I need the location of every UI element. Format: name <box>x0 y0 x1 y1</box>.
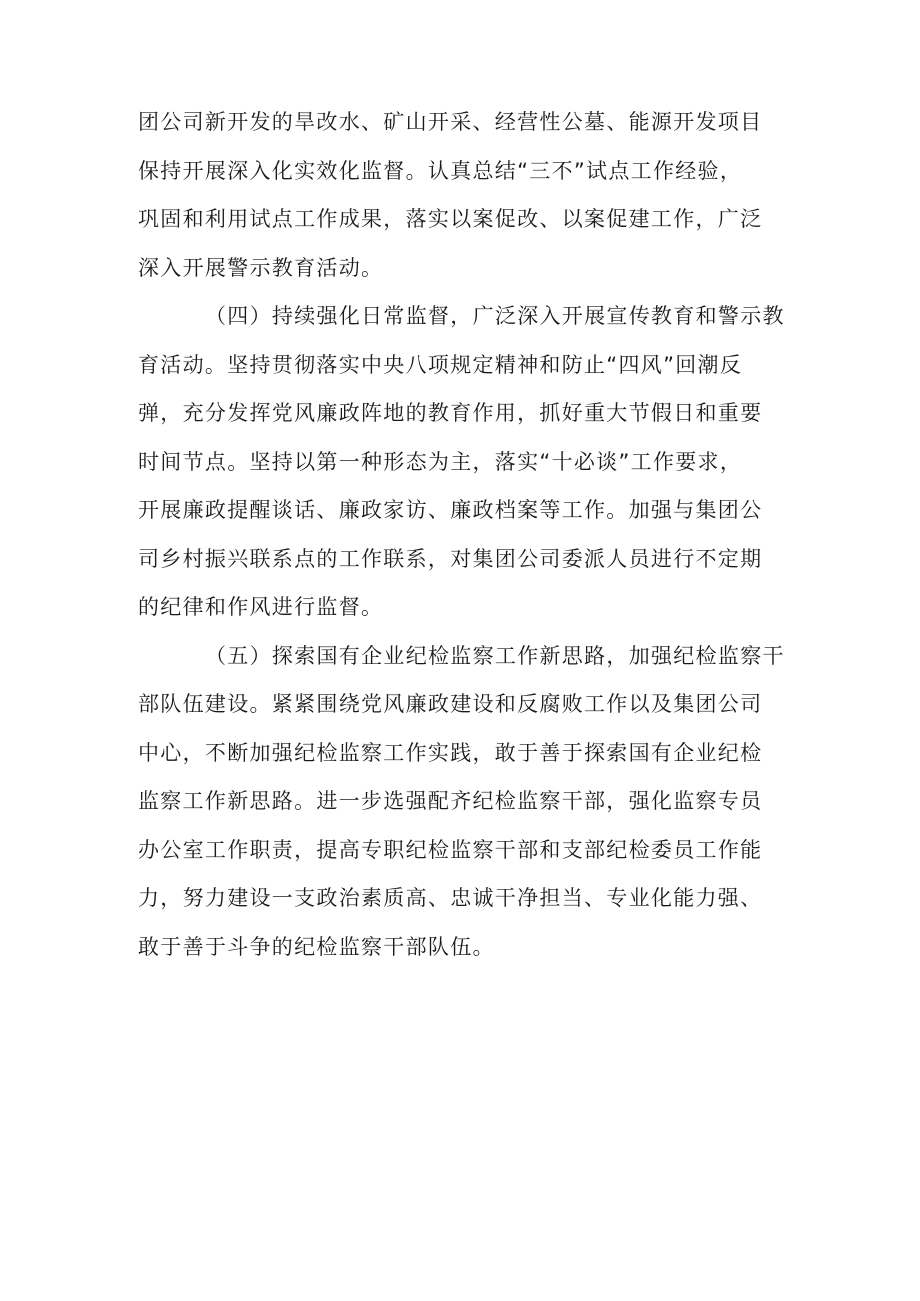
text-line: 监察工作新思路。进一步选强配齐纪检监察干部，强化监察专员 <box>138 789 763 813</box>
text-line: 深入开展警示教育活动。 <box>138 255 384 280</box>
text-line: 弹，充分发挥党风廉政阵地的教育作用，抓好重大节假日和重要 <box>138 401 763 425</box>
text-line: 司乡村振兴联系点的工作联系，对集团公司委派人员进行不定期 <box>138 546 763 571</box>
text-line-first: （五）探索国有企业纪检监察工作新思路，加强纪检监察干 <box>205 643 785 668</box>
text-line: 保持开展深入化实效化监督。认真总结“三不”试点工作经验， <box>138 158 743 183</box>
text-line: 敢于善于斗争的纪检监察干部队伍。 <box>138 934 495 959</box>
text-line: 中心，不断加强纪检监察工作实践，敢于善于探索国有企业纪检 <box>138 740 763 765</box>
paragraph-five <box>138 632 798 972</box>
document-body <box>138 98 798 971</box>
text-line: 开展廉政提醒谈话、廉政家访、廉政档案等工作。加强与集团公 <box>138 498 763 522</box>
text-line: 部队伍建设。紧紧围绕党风廉政建设和反腐败工作以及集团公司 <box>138 692 763 716</box>
text-line: 力，努力建设一支政治素质高、忠诚干净担当、专业化能力强、 <box>138 886 763 910</box>
text-line: 育活动。坚持贯彻落实中央八项规定精神和防止“四风”回潮反 <box>138 352 743 377</box>
paragraph-continued <box>138 98 798 292</box>
text-line: 办公室工作职责，提高专职纪检监察干部和支部纪检委员工作能 <box>138 837 763 862</box>
text-line: 巩固和利用试点工作成果，落实以案促改、以案促建工作，广泛 <box>138 207 763 231</box>
text-line: 的纪律和作风进行监督。 <box>138 595 384 619</box>
paragraph-four <box>138 292 798 632</box>
text-line: 团公司新开发的旱改水、矿山开采、经营性公墓、能源开发项目 <box>138 110 763 134</box>
text-line: 时间节点。坚持以第一种形态为主，落实“十必谈”工作要求， <box>138 449 743 474</box>
text-line-first: （四）持续强化日常监督，广泛深入开展宣传教育和警示教 <box>205 304 785 328</box>
